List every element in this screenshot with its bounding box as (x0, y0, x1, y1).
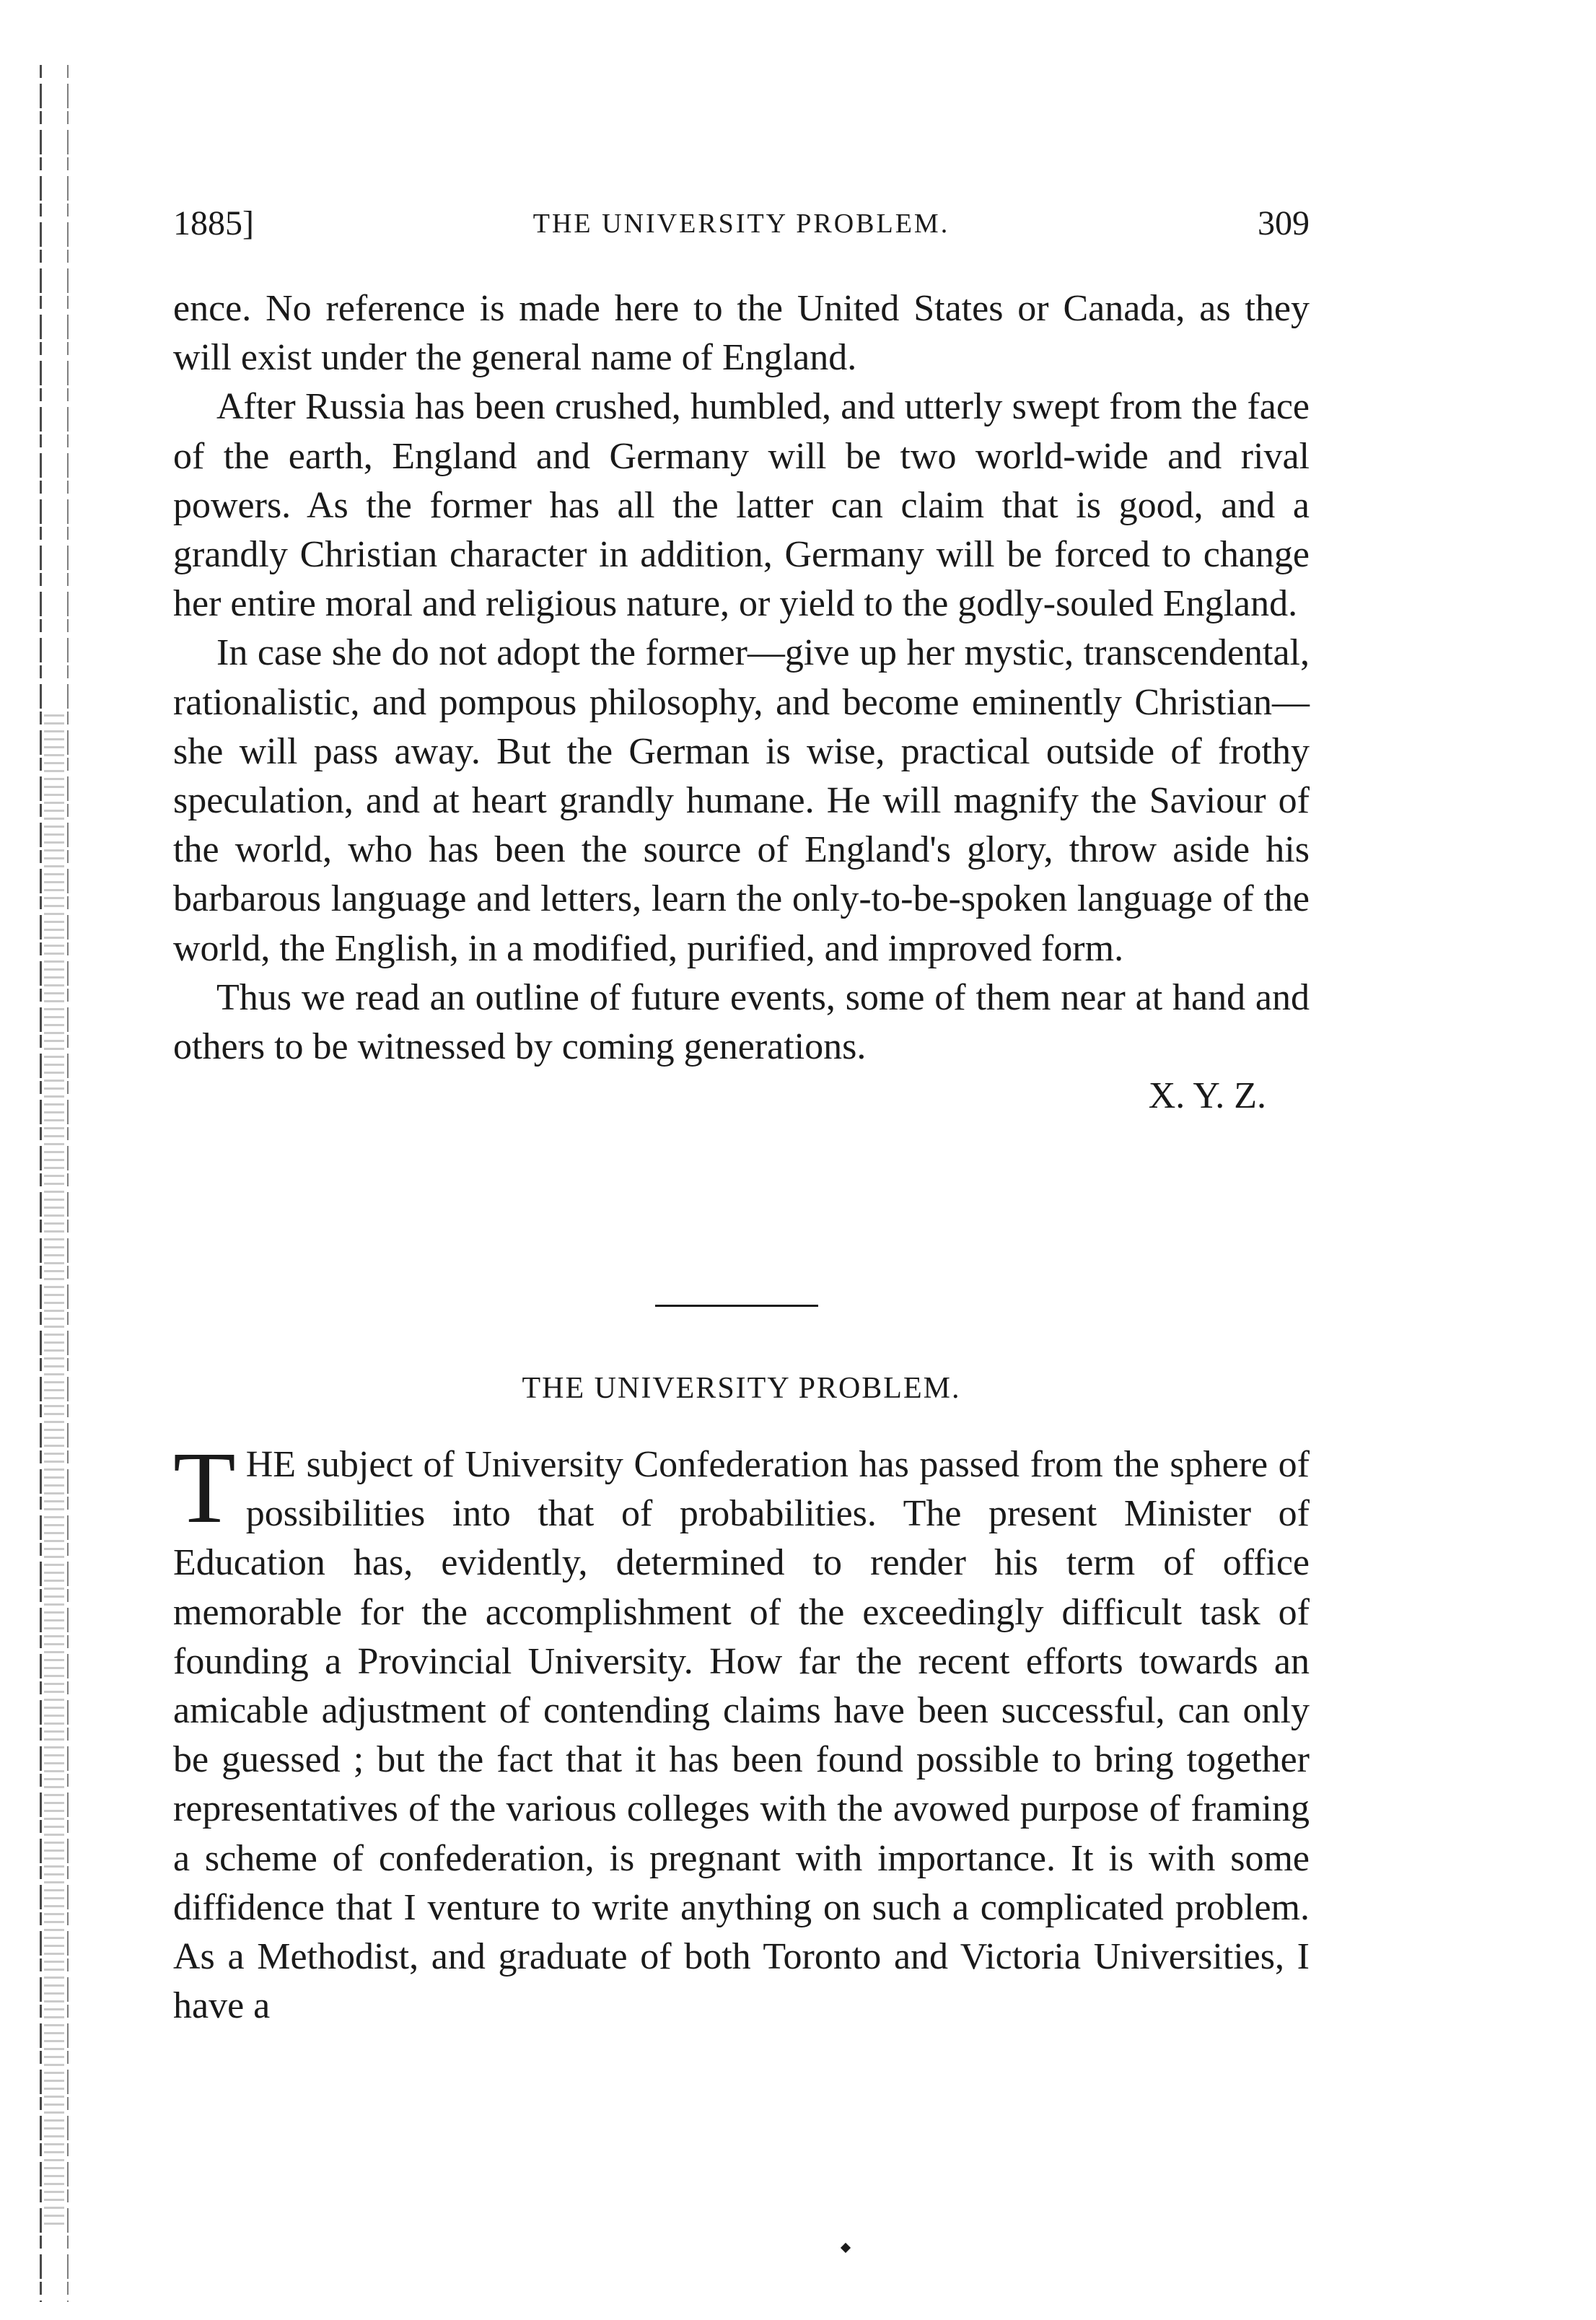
previous-article-text (173, 284, 1310, 1121)
signature: X. Y. Z. (1148, 1075, 1266, 1117)
paragraph (173, 1430, 1310, 2031)
article-title: THE UNIVERSITY PROBLEM. (522, 1372, 961, 1405)
paragraph: In case she do not adopt the former—give up her mystic, transcendental, rationalistic, and pompous philosophy, and become eminently Christian—she will pass away. But the German is wise, practical outside of frothy speculation, and at heart grandly humane. He will magnify the Saviour of the world, who has been the source of England's glory, throw aside his barbarous language and letters, learn the only-to-be-spoken language of the world, the English, in a modified, purified, and improved form. (173, 632, 1310, 969)
gutter-line (40, 65, 42, 2302)
paragraph: After Russia has been crushed, humbled, and utterly swept from the face of the earth, England and Germany will be two world-wide and rival powers. As the former has all the latter can claim that is good, and a grandly Christian character in addition, Germany will be forced to change her entire moral and religious nature, or yield to the godly-souled England. (173, 386, 1310, 625)
drop-cap: T (173, 1430, 236, 1544)
paragraph: Thus we read an outline of future events, some of them near at hand and others to be witnessed by coming generations. (173, 976, 1310, 1068)
gutter-line (67, 65, 69, 2302)
paragraph-text: HE subject of University Confederation has passed from the sphere of possibilities into that of probabilities. The present Minister of Education has, evidently, determined to render his term of office memorable for the accomplishment of the exceedingly difficult task of founding a Provincial University. How far the recent efforts towards an amicable adjustment of contending claims have been successful, can only be guessed ; but the fact that it has been found possible to bring together representatives of the various colleges with the avowed purpose of framing a scheme of confederation, is pregnant with importance. It is with some diffidence that I venture to write anything on such a complicated problem. As a Methodist, and graduate of both Toronto and Victoria Universities, I have a (173, 1444, 1310, 2027)
running-head (173, 203, 1310, 247)
header-year: 1885] (173, 204, 254, 242)
gutter-specks (44, 714, 64, 2230)
page-mark (841, 2243, 851, 2253)
header-title: THE UNIVERSITY PROBLEM. (532, 209, 950, 239)
page-number: 309 (1258, 204, 1310, 242)
article-body (173, 1430, 1310, 2031)
binding-gutter (40, 65, 83, 2302)
section-divider (655, 1305, 818, 1307)
paragraph: ence. No reference is made here to the United States or Canada, as they will exist under the general name of England. (173, 288, 1310, 379)
